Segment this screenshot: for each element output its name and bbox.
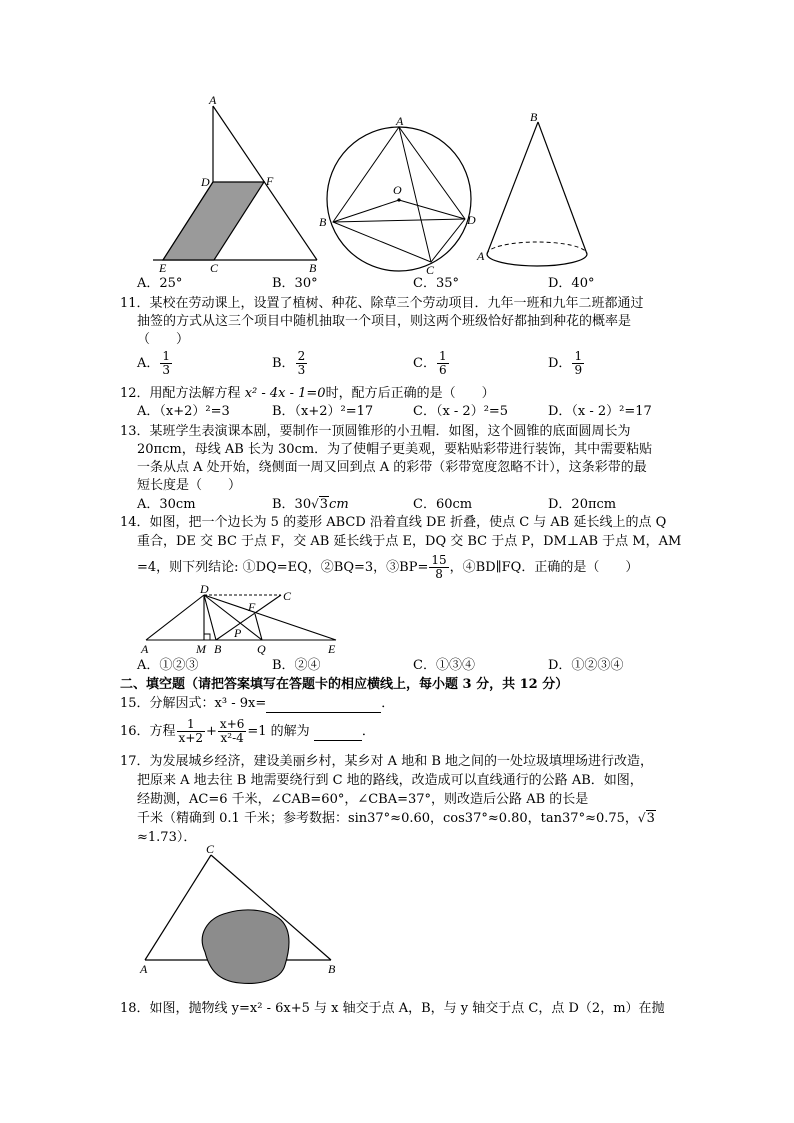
q13-option-c: C．60cm — [413, 497, 473, 512]
section-title: 二、填空题（请把答案填写在答题卡的相应横线上，每小题 3 分，共 12 分） — [120, 677, 569, 692]
label-A: A — [477, 249, 485, 263]
q12-option-d: D．（x - 2）²=17 — [548, 404, 652, 419]
cone-base-back — [487, 242, 587, 254]
q13-option-a: A．30cm — [137, 497, 196, 512]
q12-option-c: C．（x - 2）²=5 — [413, 404, 509, 419]
cone-right-edge — [538, 122, 587, 254]
edge-AD — [146, 595, 204, 640]
label-E: E — [328, 642, 336, 656]
q17-line5: ≈1.73）． — [137, 830, 197, 845]
q11-line3: （ ） — [137, 332, 190, 347]
cone-base-front — [487, 254, 587, 266]
q13-option-d: D．20πcm — [548, 497, 617, 512]
road-AC — [145, 855, 211, 960]
label-B: B — [214, 642, 222, 656]
label-A: A — [141, 642, 149, 656]
q17-line3: 经勘测，AC=6 千米，∠CAB=60°，∠CBA=37°，则改造后公路 AB 的长是 — [137, 792, 589, 807]
road-triangle-figure — [135, 840, 350, 980]
rhombus-fold-figure — [138, 580, 348, 655]
q17-line2: 把原来 A 地去往 B 地需要绕行到 C 地的路线，改造成可以直线通行的公路 AB．如图， — [137, 773, 643, 788]
q11-line2: 抽签的方式从这三个项目中随机抽取一个项目，则这两个班级恰好都抽到种花的概率是 — [137, 314, 632, 329]
line-DB — [204, 595, 216, 640]
label-C: C — [426, 263, 435, 277]
q11-option-b: B． $\frac{2}{3}$ — [272, 349, 306, 377]
label-O: O — [393, 183, 402, 197]
q14-line2: 重合，DE 交 BC 于点 F，交 AB 延长线于点 E，DQ 交 BC 于点 P，DM⊥AB 于点 M，AM — [137, 534, 682, 549]
chord-BD — [333, 219, 465, 222]
triangle-parallelogram-figure — [135, 92, 325, 275]
q13-line1: 13．某班学生表演课本剧，要制作一顶圆锥形的小丑帽．如图，这个圆锥的底面圆周长为 — [120, 424, 631, 439]
circle-figure — [315, 112, 485, 277]
label-F: F — [248, 600, 256, 614]
q11-option-a: A． $\frac{1}{3}$ — [137, 349, 171, 377]
q14-option-d: D．①②③④ — [548, 658, 624, 673]
radius-OD — [399, 200, 465, 219]
label-E: E — [159, 261, 167, 275]
cone-figure — [475, 108, 595, 273]
q17-line1: 17．为发展城乡经济，建设美丽乡村，某乡对 A 地和 B 地之间的一处垃圾填埋场进行改造， — [120, 754, 654, 769]
q11-line1: 11．某校在劳动课上，设置了植树、种花、除草三个劳动项目．九年一班和九年二班都通过 — [120, 296, 644, 311]
q12-option-b: B．（x+2）²=17 — [272, 404, 374, 419]
label-B: B — [309, 261, 317, 275]
label-M: M — [196, 642, 206, 656]
label-D: D — [467, 213, 476, 227]
q14-line1: 14．如图，把一个边长为 5 的菱形 ABCD 沿着直线 DE 折叠，使点 C 与 AB 延长线上的点 Q — [120, 515, 667, 530]
q10-option-d: D．40° — [548, 276, 595, 291]
line-DE — [204, 595, 336, 640]
right-angle-mark — [204, 634, 210, 640]
q10-option-c: C．35° — [413, 276, 459, 291]
label-D: D — [200, 582, 209, 596]
q12-stem: 12．用配方法解方程 x² - 4x - 1=0时，配方后正确的是（ ） — [120, 386, 495, 401]
q12-option-a: A．（x+2）²=3 — [137, 404, 230, 419]
label-D: D — [201, 175, 210, 189]
q17-line4: 千米（精确到 0.1 千米；参考数据：sin37°≈0.60，cos37°≈0.80，tan37°≈0.75，√3 — [137, 811, 655, 826]
landfill-area — [202, 910, 289, 983]
label-C: C — [206, 842, 215, 856]
q18-line1: 18．如图，抛物线 y=x² - 6x+5 与 x 轴交于点 A，B，与 y 轴交于点 C，点 D（2，m）在抛 — [120, 1001, 665, 1016]
line-FQ — [255, 614, 262, 640]
q14-option-b: B．②④ — [272, 658, 321, 673]
label-B: B — [530, 110, 538, 124]
q16: 16．方程 $\frac{1}{x+2}$ + $\frac{x+6}{\text{x²-4}}$ =1 的解为 ． — [120, 717, 375, 745]
label-A: A — [209, 93, 217, 107]
q13-line3: 一条从点 A 处开始，绕侧面一周又回到点 A 的彩带（彩带宽度忽略不计），这条彩带的最 — [137, 460, 647, 475]
label-F: F — [266, 174, 274, 188]
label-C: C — [210, 261, 219, 275]
cone-left-edge — [487, 122, 538, 254]
q14-option-c: C．①③④ — [413, 658, 475, 673]
label-C: C — [283, 589, 292, 603]
q14-line3: =4，则下列结论: ①DQ=EQ，②BQ=3，③BP= $\frac{15}{8}$ ，④BD∥FQ．正确的是（ ） — [137, 553, 639, 581]
q14-option-a: A．①②③ — [137, 658, 199, 673]
q15: 15．分解因式：x³ - 9x= ． — [120, 696, 395, 711]
label-A: A — [140, 962, 148, 976]
q13-line2: 20πcm，母线 AB 长为 30cm．为了使帽子更美观，要粘贴彩带进行装饰，其中需要粘贴 — [137, 442, 653, 457]
radius-OB — [333, 200, 399, 222]
q10-option-b: B．30° — [272, 276, 318, 291]
label-B: B — [319, 215, 327, 229]
label-P: P — [234, 626, 242, 640]
label-B: B — [328, 962, 336, 976]
shaded-parallelogram — [163, 182, 264, 260]
center-point — [397, 198, 400, 201]
chord-AC — [399, 127, 431, 262]
label-Q: Q — [257, 642, 266, 656]
q13-line4: 短长度是（ ） — [137, 478, 242, 493]
q13-option-b: B．30√3cm — [272, 497, 349, 512]
q11-option-c: C． $\frac{1}{6}$ — [413, 349, 447, 377]
q10-option-a: A．25° — [137, 276, 183, 291]
q11-option-d: D． $\frac{1}{9}$ — [548, 349, 583, 377]
label-A: A — [396, 114, 404, 128]
